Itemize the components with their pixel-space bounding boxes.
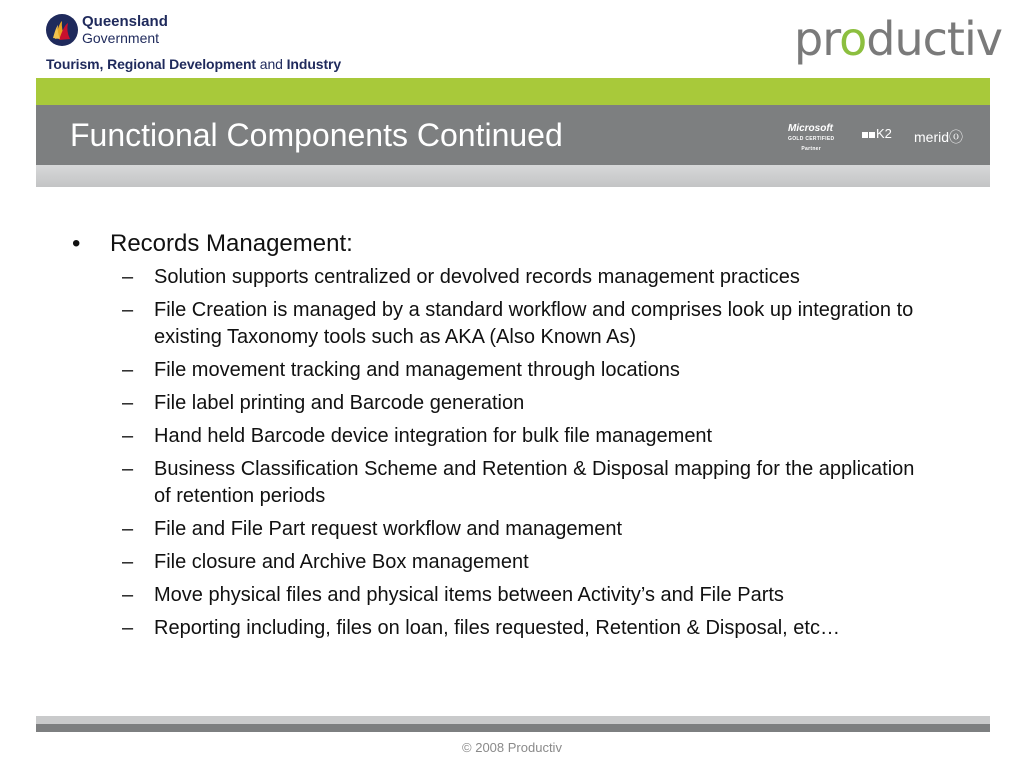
queensland-government-logo bbox=[42, 10, 382, 76]
sub-bullet-item: – Business Classification Scheme and Retention & Disposal mapping for the application of retention periods bbox=[70, 456, 930, 510]
sub-bullet-list bbox=[70, 264, 930, 642]
k2-square-icon bbox=[862, 132, 868, 138]
title-bar bbox=[36, 105, 990, 165]
meridio-partner-logo: meridⓞ bbox=[914, 129, 964, 145]
sub-bullet-item: – File label printing and Barcode generation bbox=[70, 390, 930, 417]
sub-bullet-item: – Solution supports centralized or devolved records management practices bbox=[70, 264, 930, 291]
sub-bullet-item: – File movement tracking and management through locations bbox=[70, 357, 930, 384]
sub-bullet-item: – File and File Part request workflow and management bbox=[70, 516, 930, 543]
ms-main-text: Microsoft bbox=[788, 123, 833, 134]
qg-name-line2: Government bbox=[82, 30, 160, 46]
k2-square-icon bbox=[869, 132, 875, 138]
productiv-logo-pre: pr bbox=[794, 12, 840, 66]
productiv-logo-o: o bbox=[839, 12, 867, 66]
qg-crest-icon bbox=[45, 13, 79, 47]
footer-dark-bar bbox=[36, 724, 990, 732]
k2-text: K2 bbox=[876, 126, 892, 141]
title-shadow-strip bbox=[36, 165, 990, 187]
qg-department bbox=[46, 56, 341, 72]
qg-name-line1: Queensland bbox=[82, 13, 168, 30]
k2-partner-logo bbox=[862, 126, 892, 141]
productiv-logo-post: ductiv bbox=[866, 12, 1002, 66]
main-bullet: • Records Management: bbox=[70, 228, 930, 260]
slide-content bbox=[70, 228, 930, 648]
sub-bullet-item: – File closure and Archive Box management bbox=[70, 549, 930, 576]
ms-sub-text: GOLD CERTIFIED bbox=[788, 136, 835, 142]
qg-dept-part2: Industry bbox=[286, 56, 342, 72]
slide-title: Functional Components Continued bbox=[70, 117, 563, 153]
sub-bullet-item: – Hand held Barcode device integration for bulk file management bbox=[70, 423, 930, 450]
qg-dept-part1: Tourism, Regional Development bbox=[46, 56, 256, 72]
microsoft-partner-logo bbox=[788, 124, 834, 154]
productiv-logo bbox=[794, 12, 1002, 74]
sub-bullet-item: – Reporting including, files on loan, files requested, Retention & Disposal, etc… bbox=[70, 615, 930, 642]
footer-light-bar bbox=[36, 716, 990, 724]
sub-bullet-item: – Move physical files and physical items between Activity’s and File Parts bbox=[70, 582, 930, 609]
ms-sub2-text: Partner bbox=[801, 146, 822, 152]
sub-bullet-item: – File Creation is managed by a standard workflow and comprises look up integration to existing Taxonomy tools such as AKA (Also Known As) bbox=[70, 297, 930, 351]
copyright-text: © 2008 Productiv bbox=[462, 740, 562, 755]
qg-dept-and: and bbox=[256, 56, 287, 72]
green-accent-band bbox=[36, 78, 990, 105]
